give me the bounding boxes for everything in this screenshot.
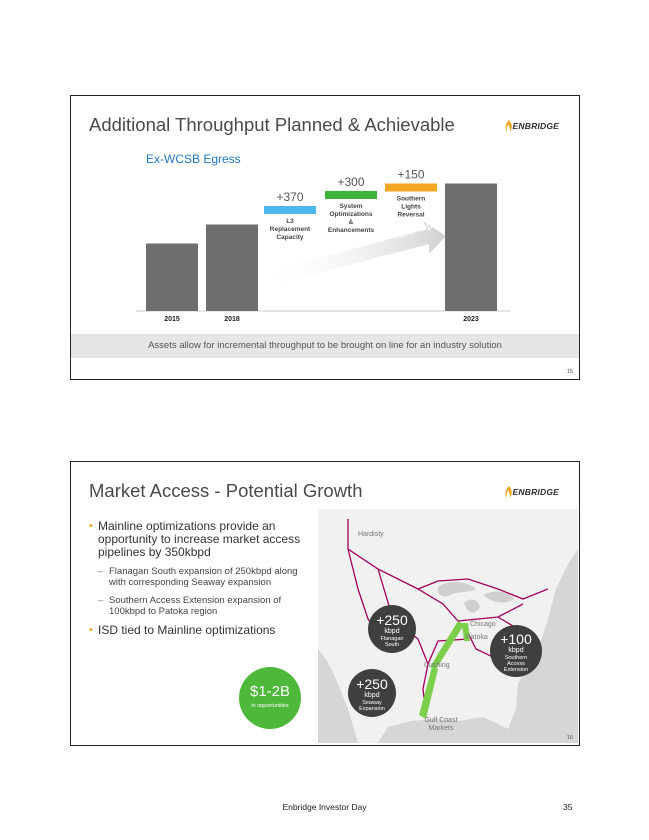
bubble-caption: Flanagan South (380, 636, 404, 648)
sub-bullet-item (89, 567, 304, 588)
bar-category-label: Enhancements (327, 227, 375, 234)
chart-subtitle: Ex-WCSB Egress (146, 152, 241, 166)
bubble-caption: Southern Access Extension (503, 655, 529, 673)
bullet-item (89, 520, 304, 559)
pipeline-map (318, 509, 578, 743)
data-label: +150 (397, 167, 425, 182)
bullet-text: Mainline optimizations provide an opportunity to increase market access pipelines by 350kbpd (98, 519, 301, 559)
flanagan-bubble (368, 605, 416, 653)
bar-total-2015 (146, 244, 198, 312)
bullet-list (89, 520, 304, 637)
slide-title: Additional Throughput Planned & Achievable (89, 114, 455, 135)
map-label-chicago: Chicago (470, 621, 496, 628)
opportunity-label: in opportunities (251, 703, 289, 709)
logo-text: ENBRIDGE (512, 487, 559, 497)
bar-category-label: L3 (286, 218, 294, 225)
data-label: +300 (337, 175, 365, 189)
page-number: 16 (566, 735, 573, 741)
flame-icon (505, 486, 513, 498)
enbridge-logo (505, 485, 559, 499)
bullet-dot-icon: • (89, 624, 93, 636)
bar-category-label: Southern (396, 195, 426, 203)
opportunity-badge (239, 667, 301, 729)
map-label-hardisty: Hardisty (358, 531, 384, 538)
footer-page-number: 35 (563, 802, 573, 812)
bar-increment (264, 206, 316, 214)
bubble-value: +250 (376, 612, 408, 628)
bar-category-label: Optimizations (329, 211, 373, 218)
southern-access-bubble (490, 625, 542, 677)
bar-category-label: & (348, 219, 354, 226)
page-number: 15 (566, 369, 573, 375)
slide-market-access (70, 461, 580, 746)
footer-title: Enbridge Investor Day (282, 802, 367, 812)
logo-text: ENBRIDGE (512, 121, 559, 131)
sub-bullet-text: Flanagan South expansion of 250kbpd along with corresponding Seaway expansion (109, 566, 298, 588)
bar-category-label: System (339, 203, 363, 210)
sub-bullet-text: Southern Access Extension expansion of 100kbpd to Patoka region (109, 595, 282, 617)
bar-total-2023 (445, 184, 497, 312)
bubble-unit: kbpd (364, 692, 380, 699)
bar-category-label: Capacity (276, 234, 304, 241)
bubble-value: +250 (356, 676, 388, 692)
bar-category-label: Replacement (269, 226, 311, 233)
map-label-gulf-coast: Gulf Coast Markets (424, 717, 458, 732)
bubble-caption: Seaway Expansion (359, 700, 385, 712)
growth-annotation: +820Kbpd (388, 216, 440, 244)
x-tick-label: 2015 (164, 316, 180, 323)
slide-throughput (70, 95, 580, 380)
bubble-value: +100 (500, 631, 532, 647)
bubble-unit: kbpd (508, 647, 524, 654)
slide-title: Market Access - Potential Growth (89, 480, 363, 501)
bubble-unit: kbpd (384, 628, 400, 635)
map-label-patoka: Patoka (466, 634, 488, 641)
x-tick-label: 2023 (463, 316, 479, 323)
x-tick-label: 2018 (224, 316, 240, 323)
bar-category-label: Reversal (397, 211, 425, 219)
bar-total-2018 (206, 225, 258, 312)
sub-bullet-item (89, 596, 304, 617)
data-label: +370 (276, 190, 304, 204)
bullet-dot-icon: • (89, 520, 93, 532)
opportunity-amount: $1-2B (249, 683, 291, 700)
bullet-text: ISD tied to Mainline optimizations (98, 623, 276, 637)
throughput-chart (71, 96, 580, 336)
bars-group (146, 168, 497, 324)
footnote-band: Assets allow for incremental throughput to be brought on line for an industry solution (71, 334, 579, 358)
bar-increment (325, 191, 377, 199)
dash-icon: – (98, 566, 104, 577)
bar-increment (385, 184, 437, 192)
map-label-cushing: Cushing (424, 662, 450, 669)
bullet-item (89, 624, 304, 637)
bar-category-label: Lights (401, 203, 421, 211)
seaway-bubble (348, 669, 396, 717)
dash-icon: – (98, 595, 104, 606)
